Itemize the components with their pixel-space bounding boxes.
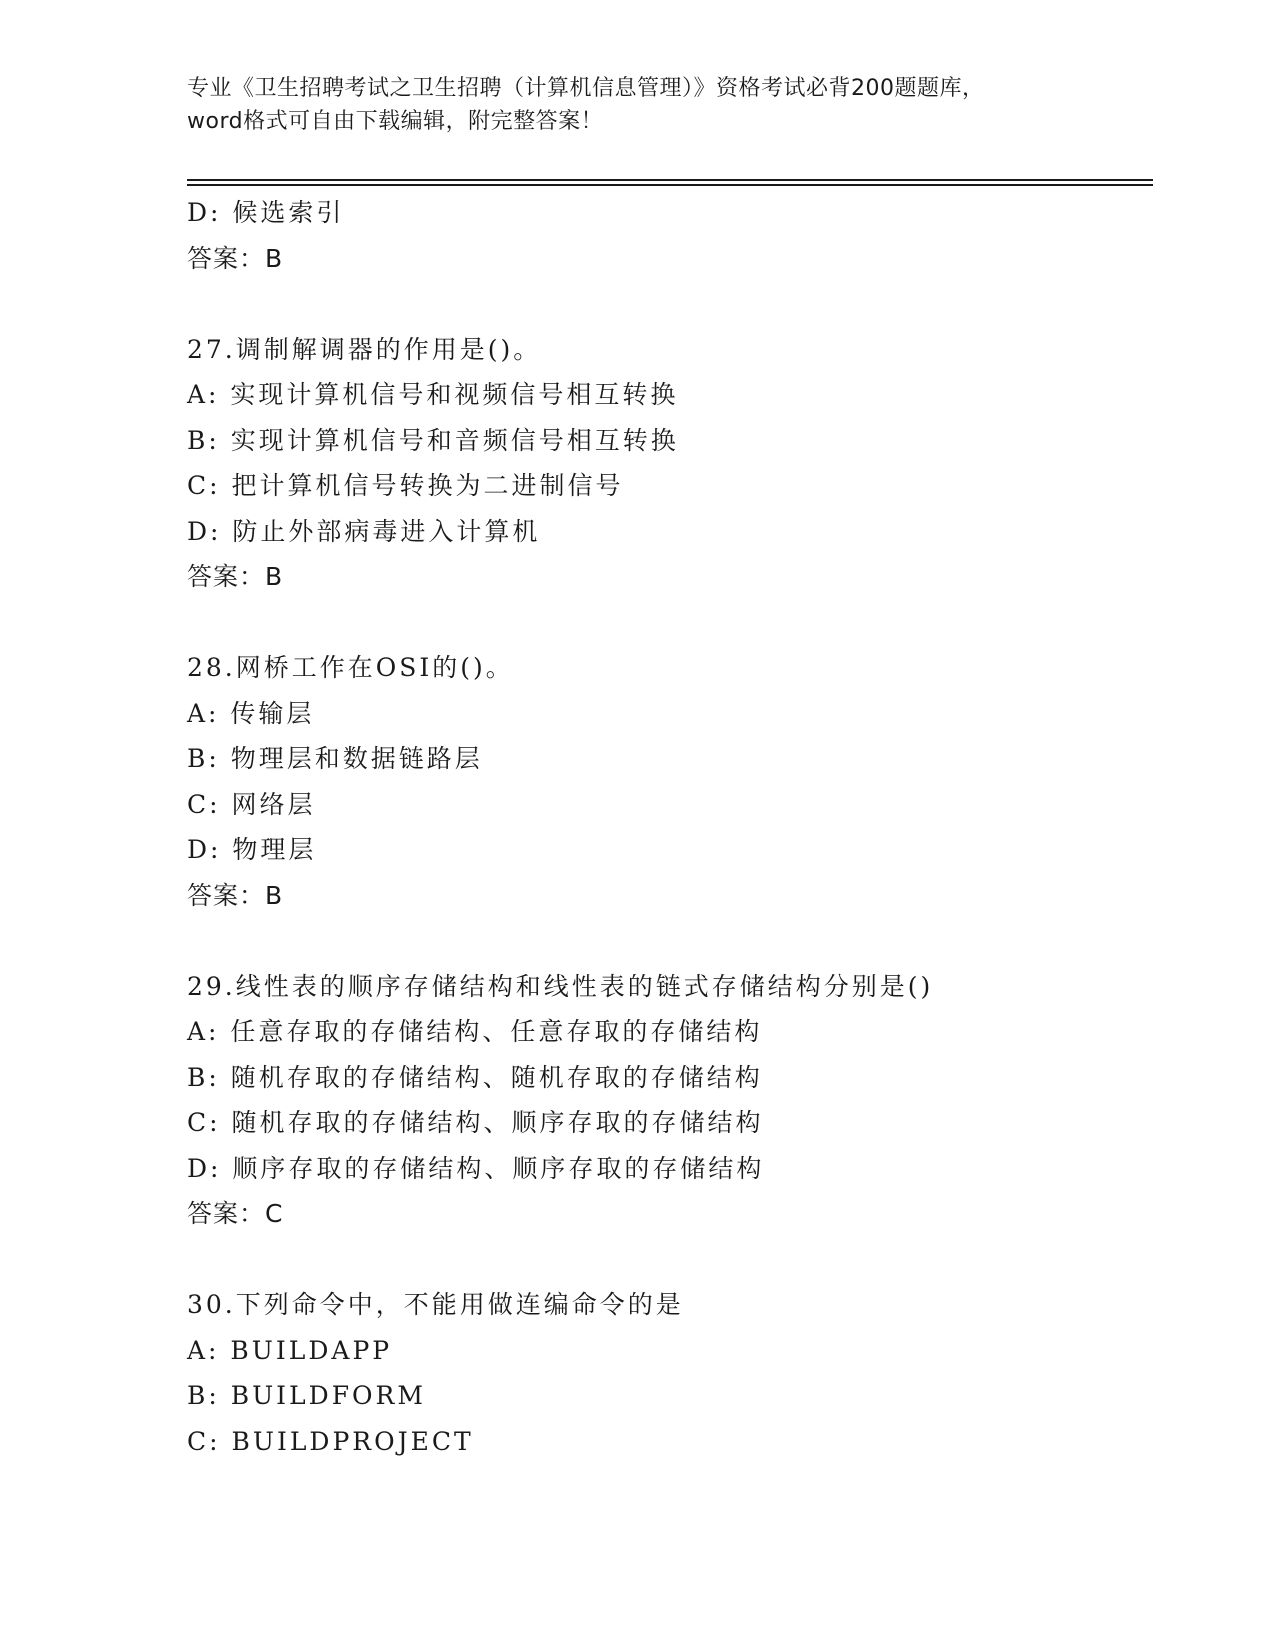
previous-question-tail — [187, 190, 1153, 281]
header-divider-top — [187, 179, 1153, 181]
option-d: D: 防止外部病毒进入计算机 — [187, 516, 541, 546]
spacer — [187, 918, 1153, 964]
answer-line: 答案：B — [187, 243, 284, 273]
option-b: B: 物理层和数据链路层 — [187, 744, 483, 773]
question-29 — [187, 964, 1153, 1237]
option-d: D: 物理层 — [187, 835, 317, 864]
option-a: A: 传输层 — [187, 698, 315, 728]
answer-line: 答案：B — [187, 880, 284, 910]
spacer — [187, 281, 1153, 327]
option-c: C: 把计算机信号转换为二进制信号 — [187, 471, 624, 500]
question-title: 29.线性表的顺序存储结构和线性表的链式存储结构分别是() — [187, 971, 934, 1001]
document-header — [187, 72, 1087, 138]
answer-line: 答案：B — [187, 562, 284, 591]
option-b: B: BUILDFORM — [187, 1381, 426, 1410]
option-c: C: BUILDPROJECT — [187, 1426, 474, 1456]
header-line-1: 专业《卫生招聘考试之卫生招聘（计算机信息管理）》资格考试必背200题题库， — [187, 76, 985, 101]
question-title: 27.调制解调器的作用是()。 — [187, 334, 542, 364]
answer-line: 答案：C — [187, 1199, 284, 1228]
question-27 — [187, 327, 1153, 600]
header-line-2: word格式可自由下载编辑，附完整答案！ — [187, 109, 604, 134]
option-d: D: 候选索引 — [187, 198, 345, 227]
question-list — [187, 190, 1153, 1464]
spacer — [187, 600, 1153, 646]
option-b: B: 实现计算机信号和音频信号相互转换 — [187, 425, 679, 455]
spacer — [187, 1237, 1153, 1283]
option-c: C: 网络层 — [187, 789, 316, 819]
option-d: D: 顺序存取的存储结构、顺序存取的存储结构 — [187, 1153, 765, 1183]
option-a: A: BUILDAPP — [187, 1335, 393, 1365]
option-b: B: 随机存取的存储结构、随机存取的存储结构 — [187, 1062, 763, 1092]
option-a: A: 实现计算机信号和视频信号相互转换 — [187, 380, 679, 409]
header-divider-bottom — [187, 184, 1153, 186]
question-30 — [187, 1282, 1153, 1464]
question-title: 28.网桥工作在OSI的()。 — [187, 653, 514, 682]
question-28 — [187, 645, 1153, 918]
option-a: A: 任意存取的存储结构、任意存取的存储结构 — [187, 1017, 763, 1046]
question-title: 30.下列命令中，不能用做连编命令的是 — [187, 1290, 684, 1319]
option-c: C: 随机存取的存储结构、顺序存取的存储结构 — [187, 1108, 764, 1137]
